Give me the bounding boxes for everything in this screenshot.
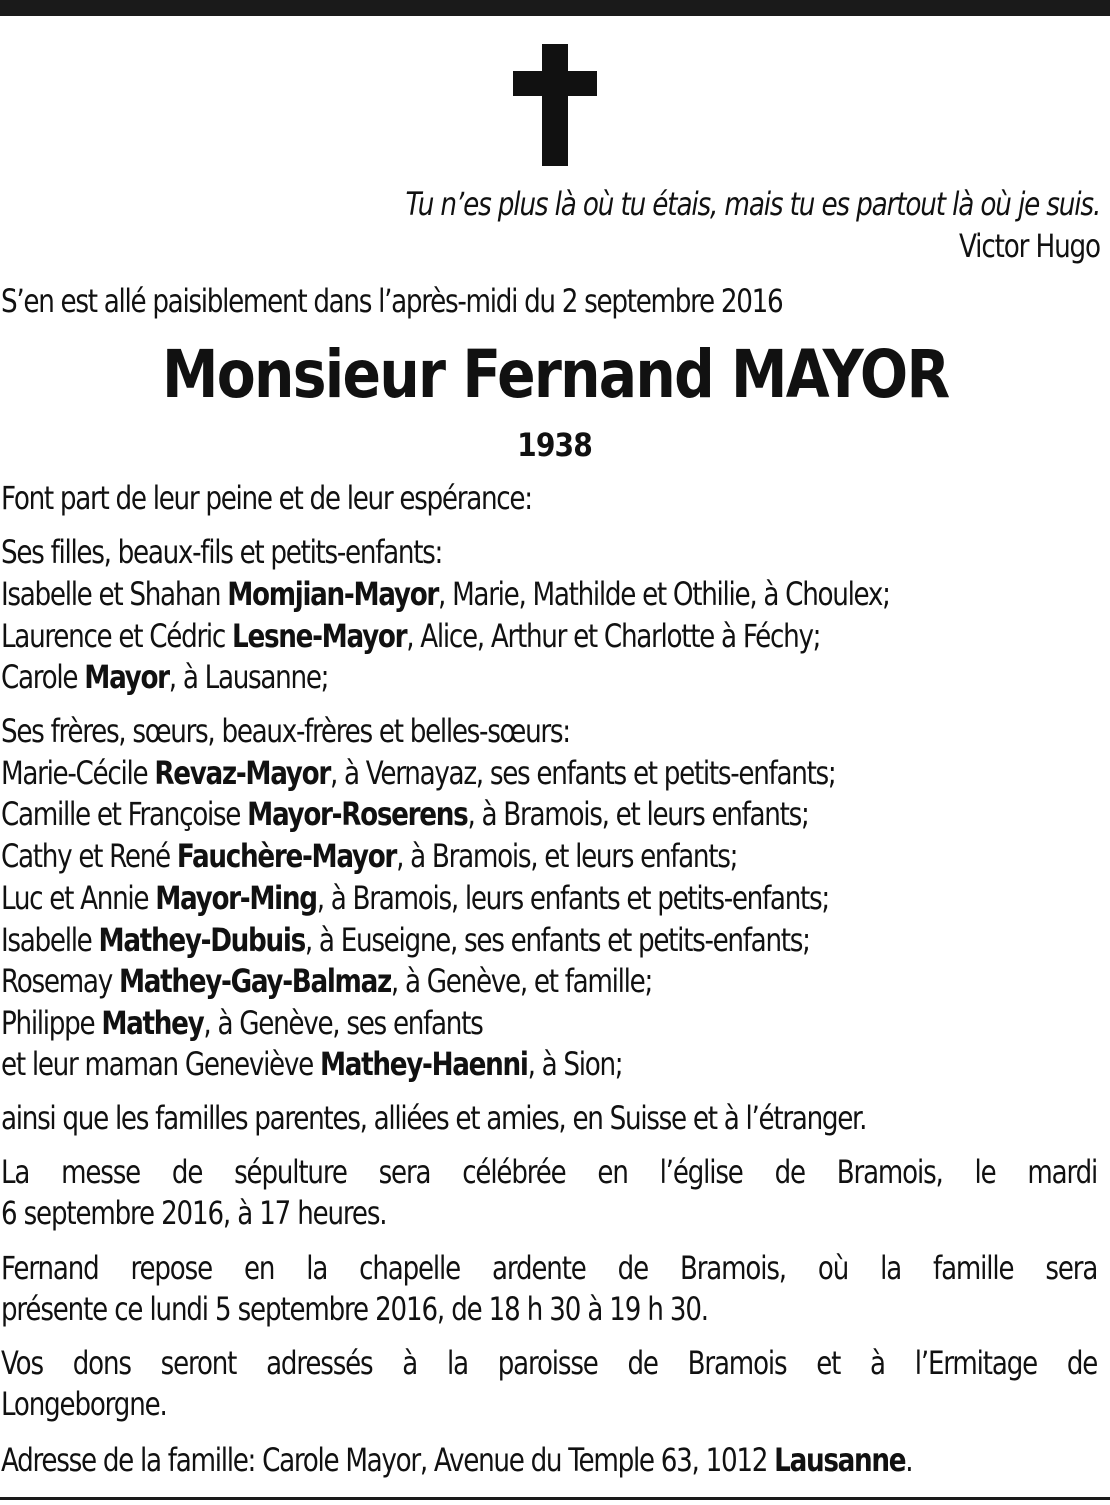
family-line: Camille et Françoise Mayor-Roserens, à Bramois, et leurs enfants; (1, 795, 809, 833)
intro-text: S’en est allé paisiblement dans l’après-midi du 2 septembre 2016 (1, 282, 783, 320)
birth-year: 1938 (517, 426, 593, 464)
family-line: Rosemay Mathey-Gay-Balmaz, à Genève, et famille; (1, 962, 652, 1000)
family-line: Isabelle Mathey-Dubuis, à Euseigne, ses enfants et petits-enfants; (1, 921, 810, 959)
family-address: Adresse de la famille: Carole Mayor, Avenue du Temple 63, 1012 Lausanne. (1, 1441, 913, 1479)
family-line: Isabelle et Shahan Momjian-Mayor, Marie, Mathilde et Othilie, à Choulex; (1, 575, 890, 613)
family-line: Cathy et René Fauchère-Mayor, à Bramois, et leurs enfants; (1, 837, 738, 875)
family-line: Carole Mayor, à Lausanne; (1, 658, 329, 696)
bottom-rule (0, 1497, 1110, 1500)
families-line: ainsi que les familles parentes, alliées et amies, en Suisse et à l’étranger. (1, 1099, 867, 1137)
epigraph-quote: Tu n’es plus là où tu étais, mais tu es partout là où je suis. (405, 185, 1100, 223)
funeral-mass-paragraph: La messe de sépulture sera célébrée en l’église de Bramois, le mardi 6 septembre 2016, à 17 heures. (1, 1153, 1098, 1232)
top-rule (0, 0, 1110, 16)
siblings-heading: Ses frères, sœurs, beaux-frères et belles-sœurs: (1, 712, 570, 750)
donations-paragraph: Vos dons seront adressés à la paroisse de Bramois et à l’Ermitage de Longeborgne. (1, 1344, 1098, 1423)
family-line: Marie-Cécile Revaz-Mayor, à Vernayaz, ses enfants et petits-enfants; (1, 754, 836, 792)
children-heading: Ses filles, beaux-fils et petits-enfants: (1, 533, 443, 571)
chapel-paragraph: Fernand repose en la chapelle ardente de Bramois, où la famille sera présente ce lundi 5 septembre 2016, de 18 h 30 à 19 h 30. (1, 1249, 1098, 1328)
cross-icon (513, 44, 597, 166)
family-line: Philippe Mathey, à Genève, ses enfants (1, 1004, 483, 1042)
family-line: Luc et Annie Mayor-Ming, à Bramois, leurs enfants et petits-enfants; (1, 879, 829, 917)
family-line: Laurence et Cédric Lesne-Mayor, Alice, Arthur et Charlotte à Féchy; (1, 617, 821, 655)
family-line: et leur maman Geneviève Mathey-Haenni, à Sion; (1, 1045, 623, 1083)
announcement: Font part de leur peine et de leur espérance: (1, 479, 532, 517)
deceased-name: Monsieur Fernand MAYOR (161, 336, 949, 413)
epigraph-author: Victor Hugo (958, 227, 1100, 265)
